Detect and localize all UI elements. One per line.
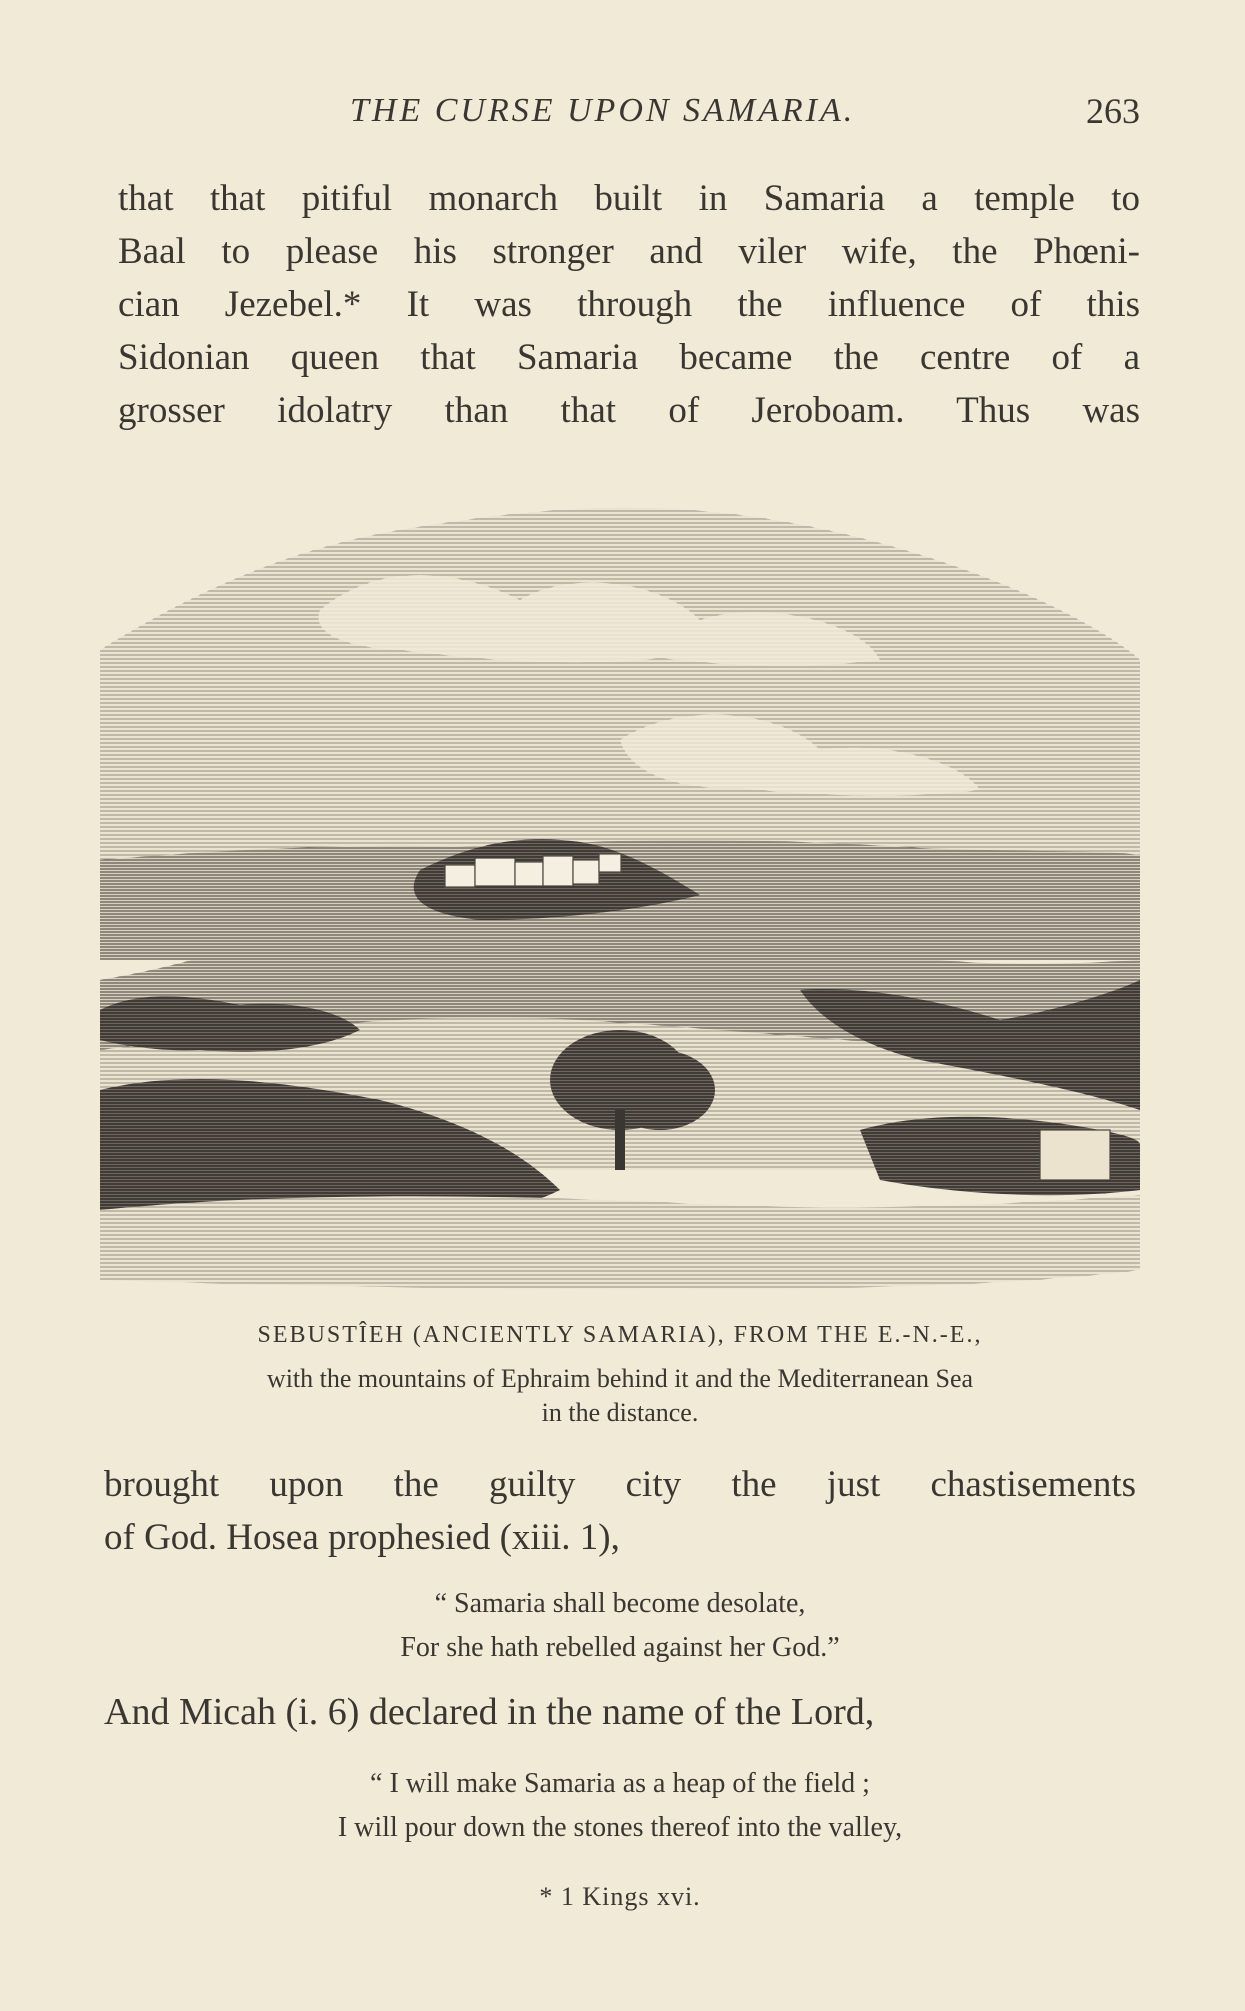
- text-line: grosser idolatry than that of Jeroboam. Thus was: [118, 390, 1140, 431]
- running-title: THE CURSE UPON SAMARIA.: [350, 92, 856, 129]
- engraving-svg: [100, 490, 1140, 1290]
- text-line: Sidonian queen that Samaria became the centre of a: [118, 337, 1140, 378]
- paragraph-2: [104, 1458, 1136, 1564]
- text-line: of God. Hosea prophesied (xiii. 1),: [104, 1517, 620, 1558]
- caption-title: SEBUSTÎEH (ANCIENTLY SAMARIA), FROM THE E.-N.-E.,: [257, 1322, 983, 1348]
- text-line: brought upon the guilty city the just chastisements: [104, 1464, 1136, 1505]
- quote-line: “ I will make Samaria as a heap of the field ;: [370, 1768, 870, 1799]
- caption-description: [100, 1362, 1140, 1430]
- ruin-block: [1040, 1130, 1110, 1180]
- paragraph-1: [118, 172, 1140, 437]
- text-line: Baal to please his stronger and viler wife, the Phœni-: [118, 231, 1140, 272]
- footnote: * 1 Kings xvi.: [539, 1882, 701, 1911]
- caption-line: in the distance.: [541, 1398, 699, 1427]
- paragraph-3: And Micah (i. 6) declared in the name of the Lord,: [104, 1691, 875, 1733]
- hosea-quote: [100, 1582, 1140, 1670]
- caption-line: with the mountains of Ephraim behind it and the Mediterranean Sea: [266, 1364, 974, 1393]
- sky: [100, 508, 1140, 870]
- micah-quote: [100, 1762, 1140, 1850]
- quote-line: “ Samaria shall become desolate,: [434, 1588, 806, 1619]
- engraving-illustration: [100, 490, 1140, 1290]
- quote-line: I will pour down the stones thereof into the valley,: [337, 1812, 903, 1843]
- text-line: cian Jezebel.* It was through the influence of this: [118, 284, 1140, 325]
- page-number: 263: [1086, 91, 1140, 131]
- foreground-ground: [100, 1195, 1140, 1288]
- page-header: [100, 92, 1140, 142]
- text-line: that that pitiful monarch built in Samaria a temple to: [118, 178, 1140, 219]
- quote-line: For she hath rebelled against her God.”: [400, 1632, 840, 1663]
